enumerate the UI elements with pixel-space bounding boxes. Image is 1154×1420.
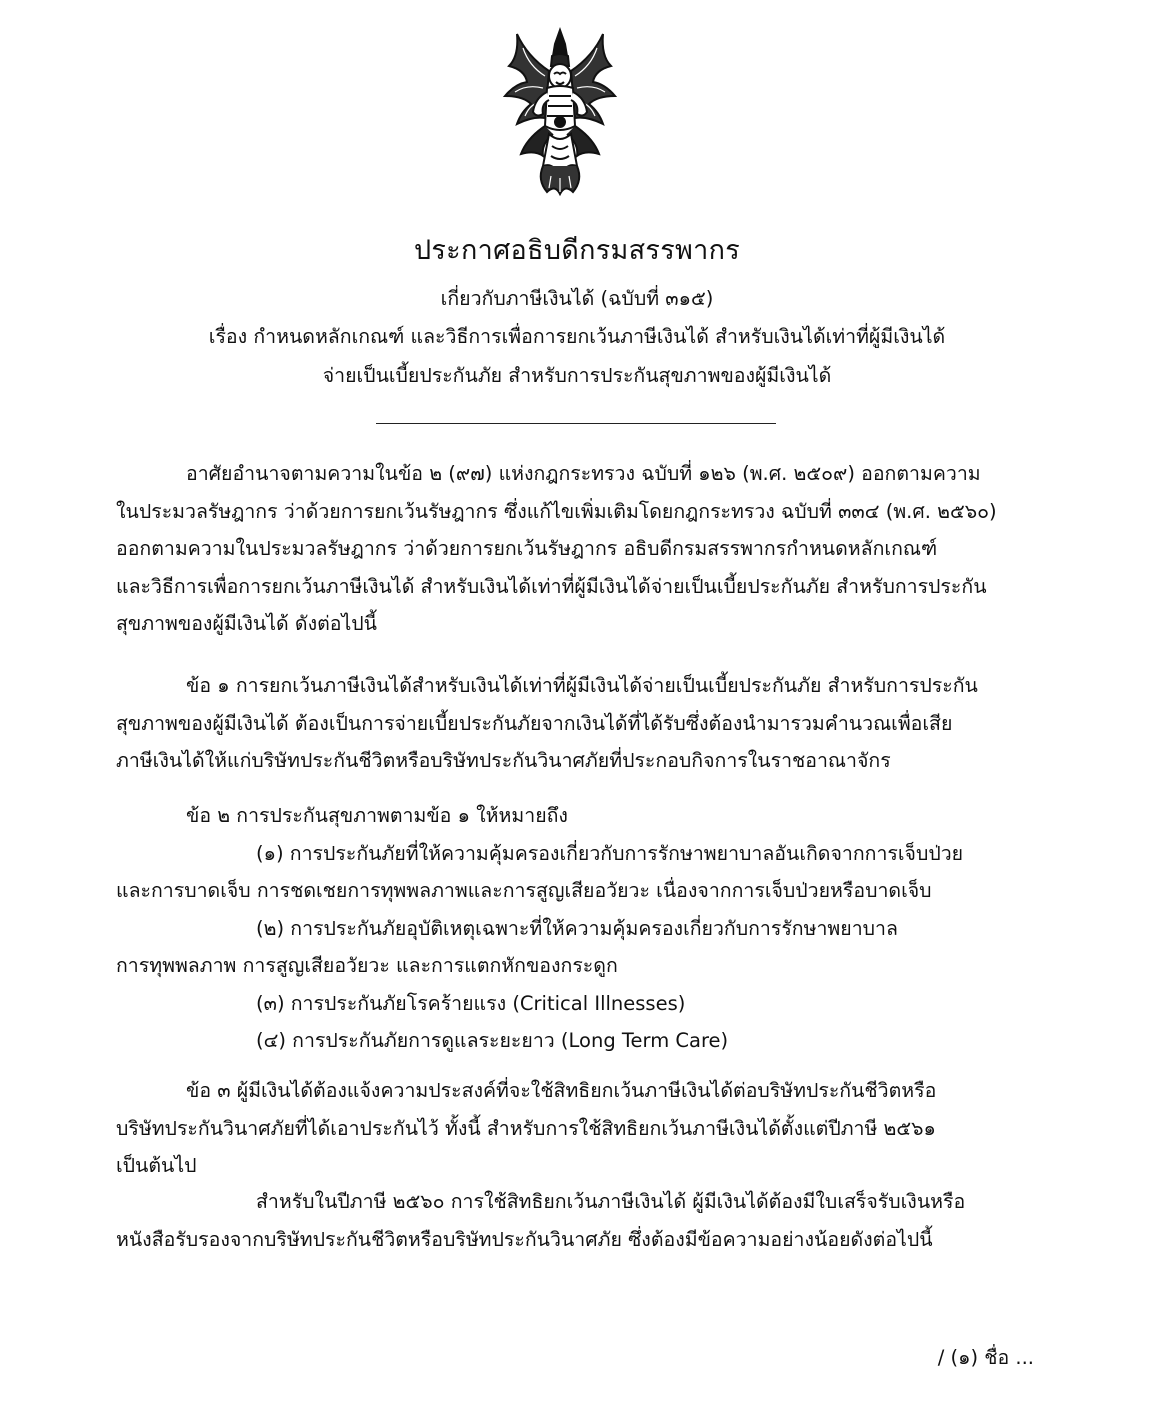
garuda-emblem-icon: [497, 26, 623, 198]
clause-2-item-3: (๓) การประกันภัยโรคร้ายแรง (Critical Illnesses): [256, 991, 686, 1015]
preamble-paragraph: [116, 455, 1034, 643]
clause-3-line: เป็นต้นไป: [116, 1154, 197, 1177]
preamble-line: และวิธีการเพื่อการยกเว้นภาษีเงินได้ สำหรับเงินได้เท่าที่ผู้มีเงินได้จ่ายเป็นเบี้ยประกันภัย สำหรับการประกัน: [116, 574, 987, 598]
header-divider: [376, 423, 776, 424]
clause-2: [116, 797, 1034, 1060]
clause-1-line: ภาษีเงินได้ให้แก่บริษัทประกันชีวิตหรือบริษัทประกันวินาศภัยที่ประกอบกิจการในราชอาณาจักร: [116, 749, 891, 772]
preamble-line: ออกตามความในประมวลรัษฎากร ว่าด้วยการยกเว้นรัษฎากร อธิบดีกรมสรรพากรกำหนดหลักเกณฑ์: [116, 537, 938, 560]
subject-line-2: จ่ายเป็นเบี้ยประกันภัย สำหรับการประกันสุขภาพของผู้มีเงินได้: [322, 364, 832, 387]
clause-2-item-2-cont: การทุพพลภาพ การสูญเสียอวัยวะ และการแตกหักของกระดูก: [116, 954, 618, 977]
preamble-line: อาศัยอำนาจตามความในข้อ ๒ (๙๗) แห่งกฎกระทรวง ฉบับที่ ๑๒๖ (พ.ศ. ๒๕๐๙) ออกตามความ: [186, 462, 981, 485]
clause-2-item-4: (๔) การประกันภัยการดูแลระยะยาว (Long Term Care): [256, 1029, 729, 1052]
clause-2-item-1: (๑) การประกันภัยที่ให้ความคุ้มครองเกี่ยวกับการรักษาพยาบาลอันเกิดจากการเจ็บป่วย: [256, 841, 964, 865]
clause-2-item-2: (๒) การประกันภัยอุบัติเหตุเฉพาะที่ให้ความคุ้มครองเกี่ยวกับการรักษาพยาบาล: [256, 916, 898, 940]
clause-3-line: บริษัทประกันวินาศภัยที่ได้เอาประกันไว้ ทั้งนี้ สำหรับการใช้สิทธิยกเว้นภาษีเงินได้ตั้งแต่ปีภาษี ๒๕๖๑: [116, 1116, 936, 1140]
clause-3-continuation: [116, 1183, 1034, 1258]
page-continuation-marker: / (๑) ชื่อ ...: [937, 1346, 1034, 1369]
clause-2-item-1-cont: และการบาดเจ็บ การชดเชยการทุพพลภาพและการสูญเสียอวัยวะ เนื่องจากการเจ็บป่วยหรือบาดเจ็บ: [116, 879, 932, 902]
clause-3-cont-line: หนังสือรับรองจากบริษัทประกันชีวิตหรือบริษัทประกันวินาศภัย ซึ่งต้องมีข้อความอย่างน้อยดังต่อไปนี้: [116, 1227, 933, 1251]
preamble-line: ในประมวลรัษฎากร ว่าด้วยการยกเว้นรัษฎากร ซึ่งแก้ไขเพิ่มเติมโดยกฎกระทรวง ฉบับที่ ๓๓๔ (พ.ศ. ๒๕๖๐): [116, 499, 997, 523]
clause-1-line: สุขภาพของผู้มีเงินได้ ต้องเป็นการจ่ายเบี้ยประกันภัยจากเงินได้ที่ได้รับซึ่งต้องนำมารวมคำนวณเพื่อเสีย: [116, 711, 953, 735]
clause-1-line: ข้อ ๑ การยกเว้นภาษีเงินได้สำหรับเงินได้เท่าที่ผู้มีเงินได้จ่ายเป็นเบี้ยประกันภัย สำหรับการประกัน: [186, 674, 978, 697]
subject-line-1: เรื่อง กำหนดหลักเกณฑ์ และวิธีการเพื่อการยกเว้นภาษีเงินได้ สำหรับเงินได้เท่าที่ผู้มีเงินได้: [208, 325, 946, 348]
clause-3: [116, 1072, 1034, 1185]
document-title: ประกาศอธิบดีกรมสรรพากร: [413, 235, 741, 266]
clause-3-line: ข้อ ๓ ผู้มีเงินได้ต้องแจ้งความประสงค์ที่จะใช้สิทธิยกเว้นภาษีเงินได้ต่อบริษัทประกันชีวิตหรือ: [186, 1079, 937, 1102]
clause-3-cont-line: สำหรับในปีภาษี ๒๕๖๐ การใช้สิทธิยกเว้นภาษีเงินได้ ผู้มีเงินได้ต้องมีใบเสร็จรับเงินหรือ: [256, 1190, 966, 1213]
clause-2-heading: ข้อ ๒ การประกันสุขภาพตามข้อ ๑ ให้หมายถึง: [186, 804, 568, 827]
clause-1: [116, 667, 1034, 780]
document-subtitle: เกี่ยวกับภาษีเงินได้ (ฉบับที่ ๓๑๕): [440, 287, 714, 310]
preamble-line: สุขภาพของผู้มีเงินได้ ดังต่อไปนี้: [116, 612, 377, 635]
